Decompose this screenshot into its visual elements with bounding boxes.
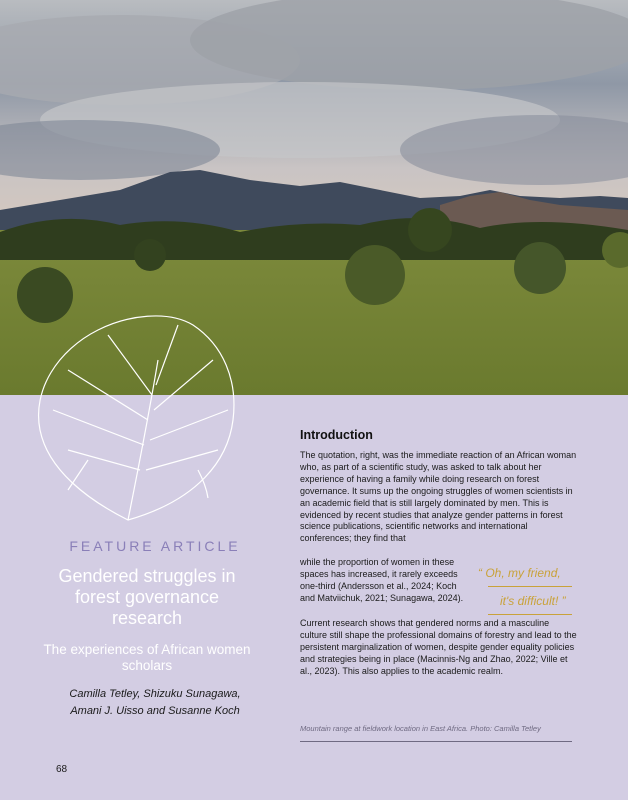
close-quote-mark: ” bbox=[561, 594, 566, 608]
open-quote-mark: “ bbox=[478, 566, 482, 580]
monstera-leaf-illustration bbox=[28, 300, 248, 530]
caption-divider bbox=[300, 741, 572, 742]
pull-quote-rule bbox=[488, 586, 572, 587]
photo-caption: Mountain range at fieldwork location in East Africa. Photo: Camilla Tetley bbox=[300, 724, 541, 733]
section-heading-introduction: Introduction bbox=[300, 428, 373, 442]
pull-quote-line-2: it's difficult! ” bbox=[500, 594, 566, 608]
page-number: 68 bbox=[56, 764, 68, 775]
article-title: Gendered struggles in forest governance research bbox=[58, 566, 236, 628]
article-authors: Camilla Tetley, Shizuku Sunagawa, Amani J. Uisso and Susanne Koch bbox=[69, 688, 241, 717]
body-paragraph-1-continued: while the proportion of women in these spaces has increased, it rarely exceeds one-third (Andersson et al., 2024; Koch and Matviichuk, 2021; Sunagawa, 2024). bbox=[300, 557, 464, 603]
pull-quote-rule bbox=[488, 614, 572, 615]
pull-quote-line-1: “ Oh, my friend, bbox=[478, 566, 561, 580]
feature-article-label: FEATURE ARTICLE bbox=[69, 538, 241, 554]
article-subtitle: The experiences of African women scholars bbox=[43, 642, 251, 673]
body-paragraph-2: Current research shows that gendered norms and a masculine culture still shape the professional domains of forestry and lead to the persistent marginalization of women, despite gender equality policies and strategies being in place (Macinnis-Ng and Zhao, 2022; Ville et al., 2023). This also applies to the academic realm. bbox=[300, 618, 577, 676]
body-paragraph-1: The quotation, right, was the immediate reaction of an African woman who, as part of a scientific study, was asked to talk about her experience of having a family while doing research on forest governance. It sums up the ongoing struggles of women scientists in an academic field that is still largely dominated by men. This is evidenced by recent studies that analyze gender patterns in forest science publications, scientific networks and international conferences; they find that bbox=[300, 450, 577, 544]
